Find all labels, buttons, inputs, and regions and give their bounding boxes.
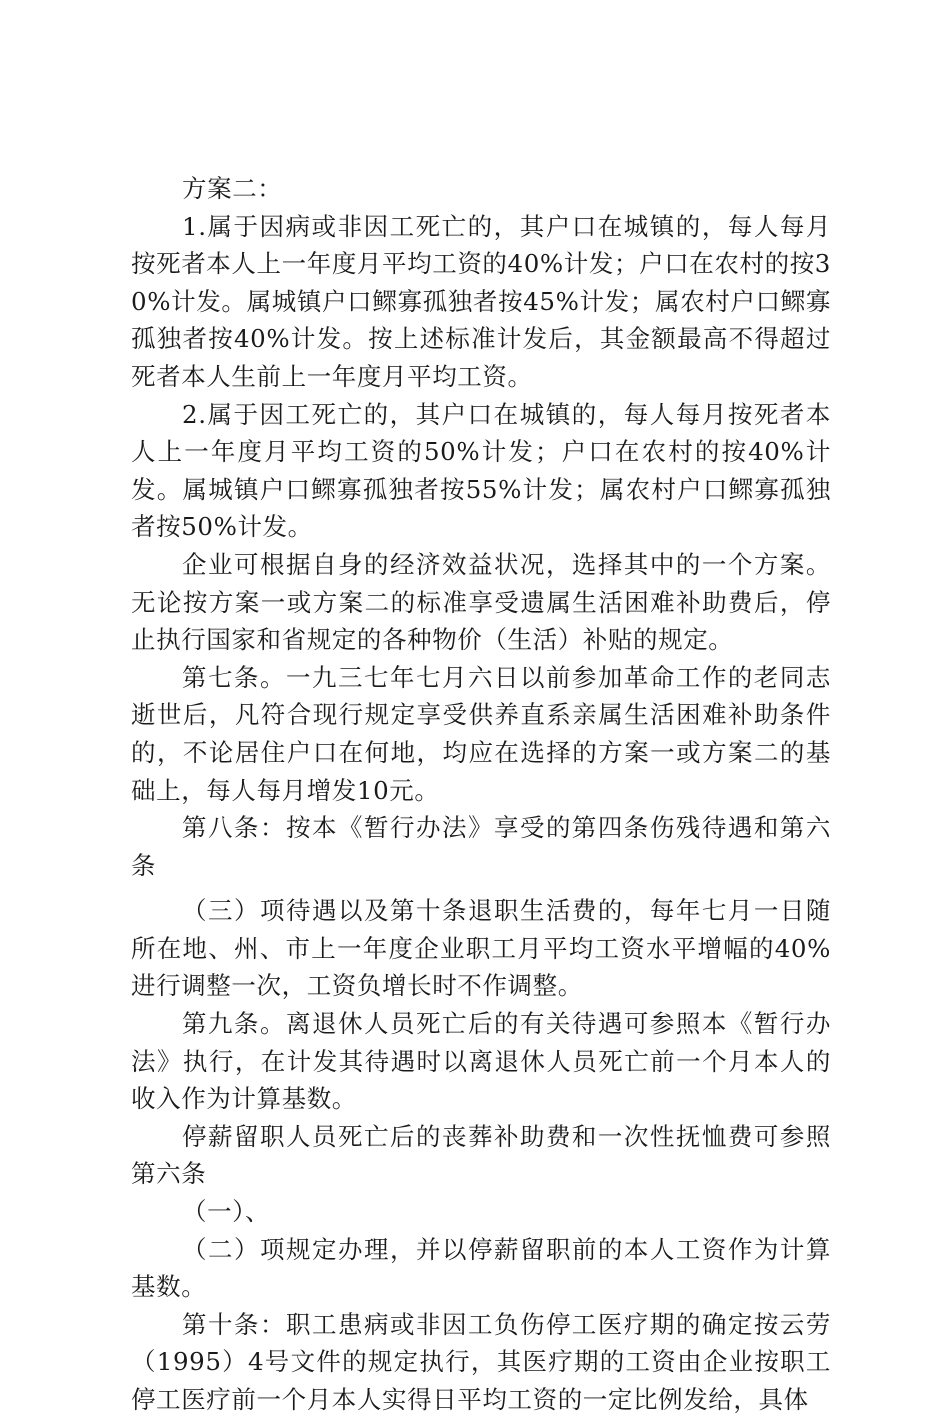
document-body	[131, 170, 831, 1419]
paragraph-item-2: 2.属于因工死亡的，其户口在城镇的，每人每月按死者本人上一年度月平均工资的50%计发；户口在农村的按40%计发。属城镇户口鳏寡孤独者按55%计发；属农村户口鳏寡孤独者按50%计发。	[131, 399, 831, 542]
paragraph-article-10: 第十条：职工患病或非因工负伤停工医疗期的确定按云劳（1995）4号文件的规定执行，其医疗期的工资由企业按职工停工医疗前一个月本人实得日平均工资的一定比例发给，具体	[131, 1309, 831, 1414]
paragraph-article-7: 第七条。一九三七年七月六日以前参加革命工作的老同志逝世后，凡符合现行规定享受供养直系亲属生活困难补助条件的，不论居住户口在何地，均应在选择的方案一或方案二的基础上，每人每月增发10元。	[131, 662, 831, 805]
paragraph-item-1: 1.属于因病或非因工死亡的，其户口在城镇的，每人每月按死者本人上一年度月平均工资的40%计发；户口在农村的按30%计发。属城镇户口鳏寡孤独者按45%计发；属农村户口鳏寡孤独者按40%计发。按上述标准计发后，其金额最高不得超过死者本人生前上一年度月平均工资。	[131, 211, 831, 391]
paragraph-item-two-ref: （二）项规定办理，并以停薪留职前的本人工资作为计算基数。	[131, 1234, 831, 1302]
paragraph-article-8: 第八条：按本《暂行办法》享受的第四条伤残待遇和第六条	[131, 813, 831, 880]
paragraph-enterprise-choice: 企业可根据自身的经济效益状况，选择其中的一个方案。无论按方案一或方案二的标准享受遗属生活困难补助费后，停止执行国家和省规定的各种物价（生活）补贴的规定。	[131, 549, 831, 655]
paragraph-scheme-two-heading: 方案二：	[182, 174, 283, 203]
paragraph-item-one-ref: （一）、	[182, 1197, 271, 1227]
paragraph-article-9: 第九条。离退休人员死亡后的有关待遇可参照本《暂行办法》执行，在计发其待遇时以离退休人员死亡前一个月本人的收入作为计算基数。	[131, 1009, 831, 1114]
paragraph-article-8-item-3: （三）项待遇以及第十条退职生活费的，每年七月一日随所在地、州、市上一年度企业职工月平均工资水平增幅的40%进行调整一次，工资负增长时不作调整。	[131, 896, 831, 1001]
paragraph-unpaid-leave: 停薪留职人员死亡后的丧葬补助费和一次性抚恤费可参照第六条	[131, 1121, 831, 1189]
